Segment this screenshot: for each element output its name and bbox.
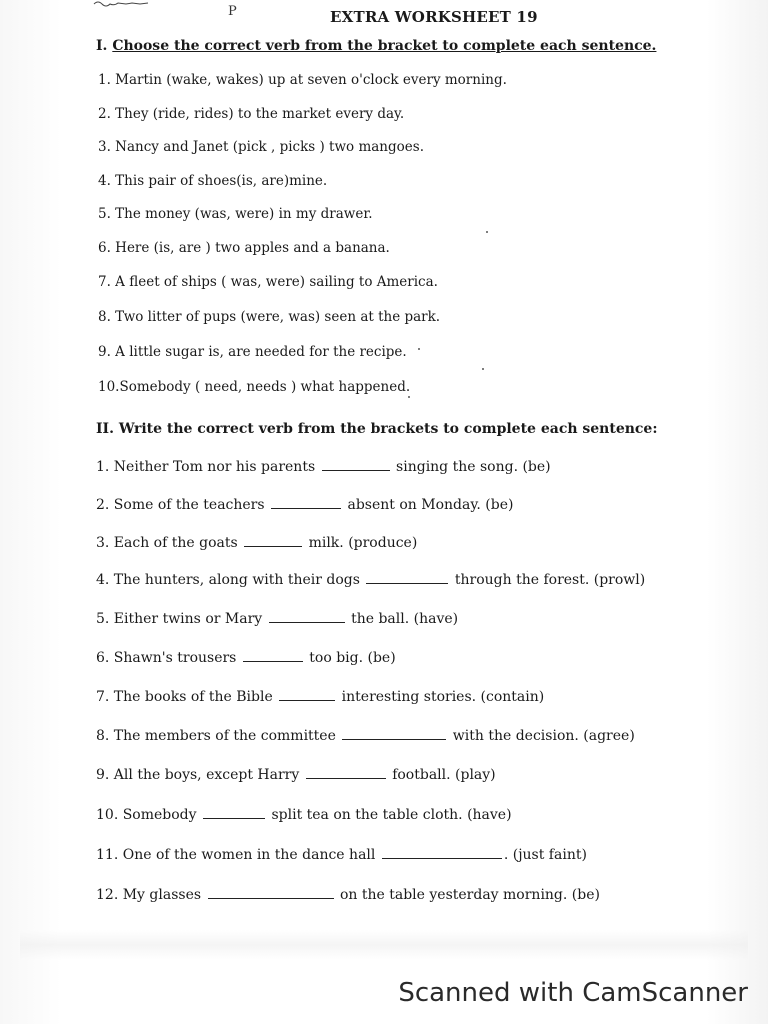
s2-item-4-after: through the forest. (prowl) <box>454 572 646 588</box>
s1-item-3: 3. Nancy and Janet (pick , picks ) two mangoes. <box>98 139 424 155</box>
s2-item-11 <box>96 847 587 863</box>
s2-item-3 <box>96 535 417 551</box>
s2-item-9-after: football. (play) <box>392 767 496 783</box>
s1-item-8: 8. Two litter of pups (were, was) seen at the park. <box>98 309 441 325</box>
s2-item-5-blank[interactable] <box>269 611 345 623</box>
s2-item-7-before: 7. The books of the Bible <box>96 689 273 705</box>
s2-item-4-blank[interactable] <box>366 572 448 584</box>
scan-smudge <box>20 930 748 960</box>
s2-item-3-after: milk. (produce) <box>308 535 418 551</box>
scan-speck <box>418 348 420 350</box>
section-2-heading: II. Write the correct verb from the brackets to complete each sentence: <box>96 421 658 437</box>
s2-item-2-before: 2. Some of the teachers <box>96 497 265 513</box>
s2-item-7 <box>96 689 544 705</box>
s1-item-10: 10.Somebody ( need, needs ) what happened. <box>98 379 411 395</box>
s2-item-10-after: split tea on the table cloth. (have) <box>271 807 512 823</box>
section-1-heading <box>96 38 656 54</box>
s2-item-12 <box>96 887 600 903</box>
s2-item-12-after: on the table yesterday morning. (be) <box>339 887 600 903</box>
s2-item-10-before: 10. Somebody <box>96 807 197 823</box>
s2-item-8 <box>96 728 635 744</box>
teacher-mark: P <box>228 4 237 19</box>
section-1-number: I. <box>96 38 108 54</box>
s2-item-6 <box>96 650 396 666</box>
s2-item-6-after: too big. (be) <box>309 650 396 666</box>
s2-item-1-after: singing the song. (be) <box>396 459 551 475</box>
s2-item-9 <box>96 767 496 783</box>
s1-item-2: 2. They (ride, rides) to the market every day. <box>98 106 405 122</box>
s2-item-8-blank[interactable] <box>342 728 446 740</box>
s2-item-12-blank[interactable] <box>208 887 334 899</box>
s2-item-6-blank[interactable] <box>243 650 303 662</box>
corner-scribble <box>92 0 152 8</box>
s2-item-5 <box>96 611 458 627</box>
s2-item-7-blank[interactable] <box>279 689 335 701</box>
s2-item-3-before: 3. Each of the goats <box>96 535 238 551</box>
s2-item-1 <box>96 459 551 475</box>
s2-item-11-after: . (just faint) <box>503 847 587 863</box>
s2-item-10-blank[interactable] <box>203 807 265 819</box>
s2-item-6-before: 6. Shawn's trousers <box>96 650 237 666</box>
s2-item-8-after: with the decision. (agree) <box>452 728 635 744</box>
s2-item-1-blank[interactable] <box>322 459 390 471</box>
camscanner-watermark: Scanned with CamScanner <box>398 978 748 1008</box>
s1-item-9: 9. A little sugar is, are needed for the recipe. <box>98 344 407 360</box>
s1-item-7: 7. A fleet of ships ( was, were) sailing to America. <box>98 274 438 290</box>
s2-item-2-after: absent on Monday. (be) <box>347 497 514 513</box>
s2-item-4 <box>96 572 645 588</box>
s1-item-4: 4. This pair of shoes(is, are)mine. <box>98 173 328 189</box>
s2-item-5-before: 5. Either twins or Mary <box>96 611 263 627</box>
s2-item-9-blank[interactable] <box>306 767 386 779</box>
scan-speck <box>482 368 484 370</box>
s2-item-2 <box>96 497 513 513</box>
s2-item-2-blank[interactable] <box>271 497 341 509</box>
section-1-instruction: Choose the correct verb from the bracket to complete each sentence. <box>112 38 657 54</box>
worksheet-title: EXTRA WORKSHEET 19 <box>330 8 538 26</box>
s2-item-9-before: 9. All the boys, except Harry <box>96 767 300 783</box>
scan-speck <box>408 396 410 398</box>
s2-item-3-blank[interactable] <box>244 535 302 547</box>
s2-item-5-after: the ball. (have) <box>351 611 459 627</box>
s2-item-12-before: 12. My glasses <box>96 887 202 903</box>
s2-item-7-after: interesting stories. (contain) <box>341 689 545 705</box>
s2-item-11-before: 11. One of the women in the dance hall <box>96 847 376 863</box>
s1-item-1: 1. Martin (wake, wakes) up at seven o'clock every morning. <box>98 72 507 88</box>
s2-item-1-before: 1. Neither Tom nor his parents <box>96 459 316 475</box>
s2-item-11-blank[interactable] <box>382 847 502 859</box>
s2-item-4-before: 4. The hunters, along with their dogs <box>96 572 360 588</box>
s1-item-6: 6. Here (is, are ) two apples and a banana. <box>98 240 390 256</box>
s2-item-10 <box>96 807 512 823</box>
scan-speck <box>486 231 488 233</box>
s1-item-5: 5. The money (was, were) in my drawer. <box>98 206 373 222</box>
s2-item-8-before: 8. The members of the committee <box>96 728 336 744</box>
